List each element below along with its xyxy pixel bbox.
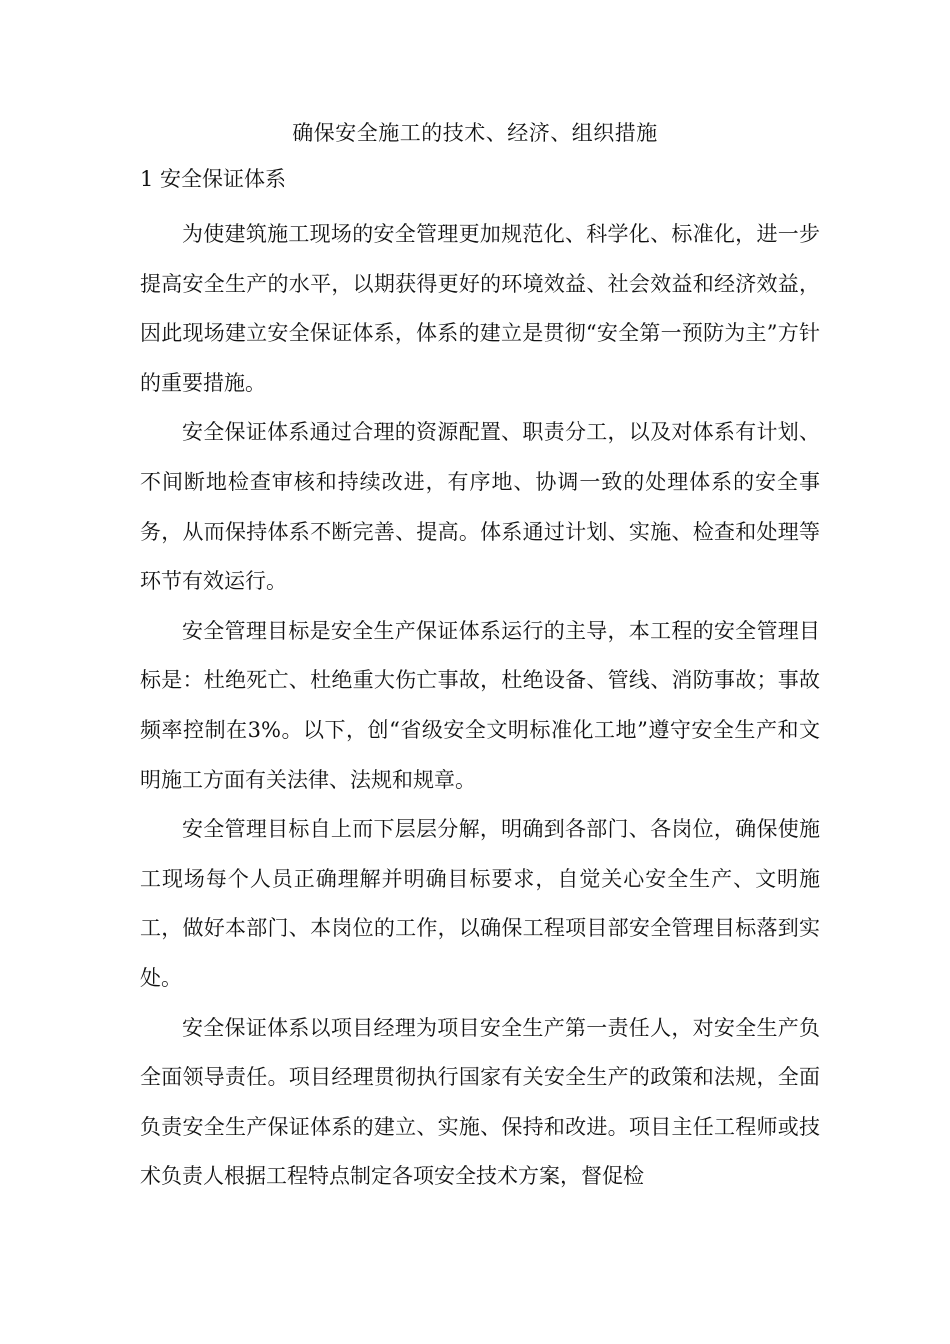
paragraph: 为使建筑施工现场的安全管理更加规范化、科学化、标准化，进一步提高安全生产的水平，以期获得更好的环境效益、社会效益和经济效益，因此现场建立安全保证体系，体系的建立是贯彻“安全第一预防为主”方针的重要措施。 — [140, 222, 820, 395]
paragraph: 安全管理目标是安全生产保证体系运行的主导，本工程的安全管理目标是：杜绝死亡、杜绝重大伤亡事故，杜绝设备、管线、消防事故；事故频率控制在3%。以下，创“省级安全文明标准化工地”遵守安全生产和文明施工方面有关法律、法规和规章。 — [140, 618, 820, 792]
paragraph: 安全管理目标自上而下层层分解，明确到各部门、各岗位，确保使施工现场每个人员正确理解并明确目标要求，自觉关心安全生产、文明施工，做好本部门、本岗位的工作，以确保工程项目部安全管理目标落到实处。 — [140, 817, 820, 990]
paragraph: 安全保证体系以项目经理为项目安全生产第一责任人，对安全生产负全面领导责任。项目经理贯彻执行国家有关安全生产的政策和法规，全面负责安全生产保证体系的建立、实施、保持和改进。项目主任工程师或技术负责人根据工程特点制定各项安全技术方案，督促检 — [140, 1015, 820, 1189]
paragraph: 安全保证体系通过合理的资源配置、职责分工，以及对体系有计划、不间断地检查审核和持续改进，有序地、协调一致的处理体系的安全事务，从而保持体系不断完善、提高。体系通过计划、实施、检查和处理等环节有效运行。 — [140, 420, 820, 594]
document-title: 确保安全施工的技术、经济、组织措施 — [292, 121, 658, 145]
document-body — [140, 210, 820, 1202]
section-heading: 1 安全保证体系 — [140, 167, 287, 191]
